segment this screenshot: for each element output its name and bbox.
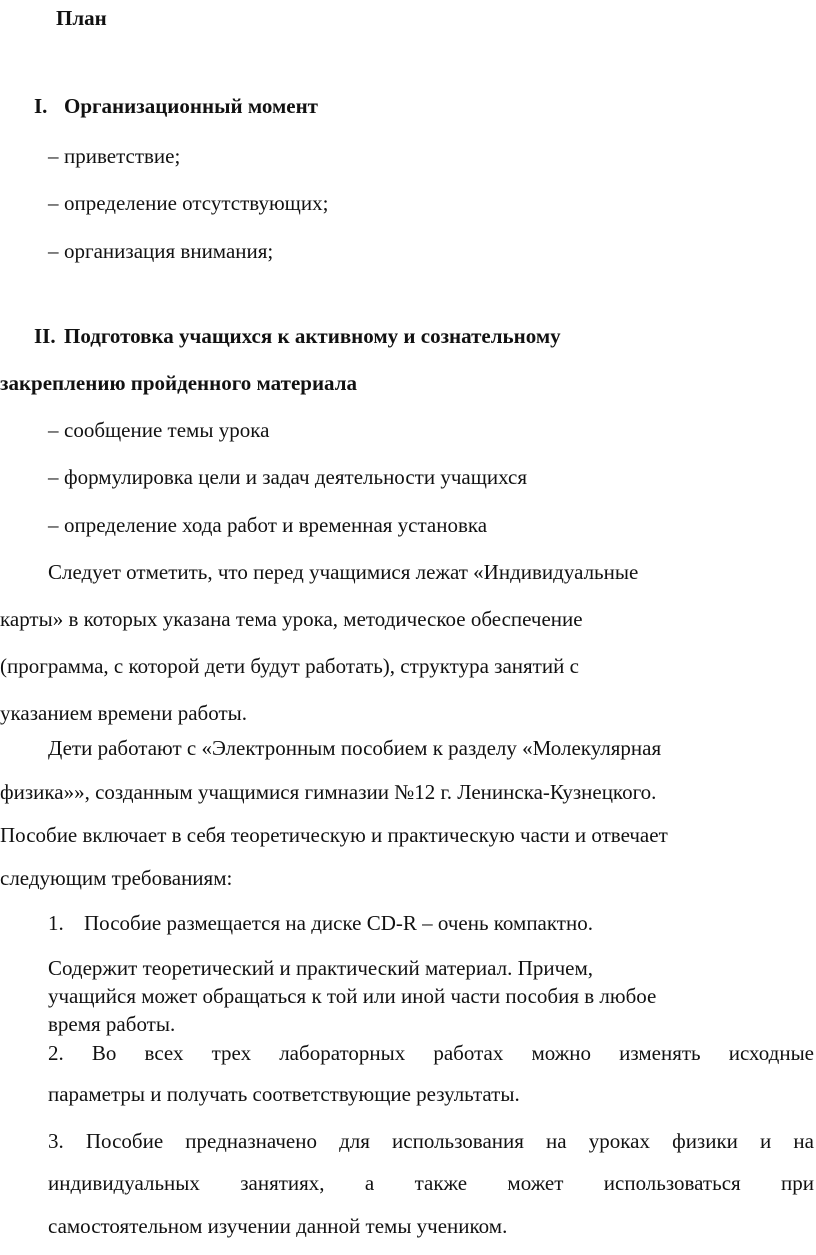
list-number-1: 1. (48, 911, 64, 935)
list-item: – определение хода работ и временная установка (48, 513, 488, 537)
list-item-2-line: параметры и получать соответствующие результаты. (48, 1082, 520, 1106)
page-title: План (56, 6, 107, 30)
dash-marker: – (48, 513, 59, 537)
dash-marker: – (48, 465, 59, 489)
paragraph-line: следующим требованиям: (0, 866, 233, 890)
dash-marker: – (48, 144, 59, 168)
section-2-heading: Подготовка учащихся к активному и сознательному (64, 324, 561, 348)
paragraph-line: Пособие включает в себя теоретическую и практическую части и отвечает (0, 823, 668, 847)
paragraph-line: указанием времени работы. (0, 701, 247, 725)
dash-marker: – (48, 191, 59, 215)
section-2-numeral: II. (34, 324, 56, 348)
list-item: – приветствие; (48, 144, 181, 168)
list-item-3-line: индивидуальных занятиях, а также может использоваться при (48, 1171, 814, 1195)
paragraph-line: карты» в которых указана тема урока, методическое обеспечение (0, 607, 583, 631)
paragraph-line: физика»», созданным учащимися гимназии №12 г. Ленинска-Кузнецкого. (0, 780, 657, 804)
paragraph-line: (программа, с которой дети будут работать), структура занятий с (0, 654, 579, 678)
section-1-heading: Организационный момент (64, 94, 318, 118)
list-item-1-text: Пособие размещается на диске CD-R – очень компактно. (84, 911, 593, 935)
section-2-heading-cont: закреплению пройденного материала (0, 371, 358, 395)
list-item: – сообщение темы урока (48, 418, 270, 442)
list-item-1-cont: время работы. (48, 1012, 176, 1036)
section-1-numeral: I. (34, 94, 48, 118)
list-item: – организация внимания; (48, 239, 274, 263)
list-item-1-cont: учащийся может обращаться к той или иной части пособия в любое (48, 984, 657, 1008)
list-item-2-line: 2. Во всех трех лабораторных работах можно изменять исходные (48, 1041, 814, 1065)
list-item: – определение отсутствующих; (48, 191, 329, 215)
list-item-3-line: самостоятельном изучении данной темы учеником. (48, 1214, 508, 1238)
dash-marker: – (48, 418, 59, 442)
list-item-1-cont: Содержит теоретический и практический материал. Причем, (48, 956, 593, 980)
list-item-3-line: 3. Пособие предназначено для использования на уроках физики и на (48, 1129, 814, 1153)
list-item: – формулировка цели и задач деятельности учащихся (48, 465, 527, 489)
dash-marker: – (48, 239, 59, 263)
paragraph-line: Дети работают с «Электронным пособием к разделу «Молекулярная (48, 736, 662, 760)
paragraph-line: Следует отметить, что перед учащимися лежат «Индивидуальные (48, 560, 639, 584)
